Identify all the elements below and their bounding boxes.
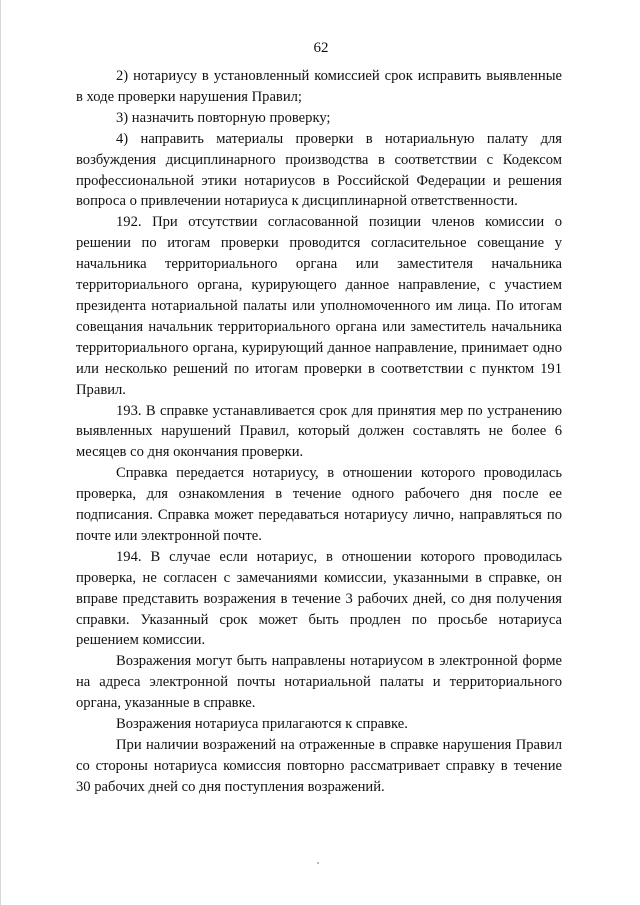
paragraph-194: 194. В случае если нотариус, в отношении которого проводилась проверка, не согласен с замечаниями комиссии, указанными в справке, он вправе представить возражения в течение 3 рабочих дней, со дня получения справки. Указанный срок может быть продлен по просьбе нотариуса решением комиссии. <box>76 548 562 649</box>
paragraph-194-review: При наличии возражений на отраженные в справке нарушения Правил со стороны нотариуса комиссия повторно рассматривает справку в течение 30 рабочих дней со дня поступления возражений. <box>76 737 562 795</box>
scan-speck <box>317 862 319 864</box>
document-body <box>76 66 562 798</box>
page-number: 62 <box>313 40 329 56</box>
paragraph-item-3: 3) назначить повторную проверку; <box>116 109 331 126</box>
paragraph-item-2: 2) нотариусу в установленный комиссией срок исправить выявленные в ходе проверки нарушения Правил; <box>76 68 562 105</box>
paragraph-194-attached: Возражения нотариуса прилагаются к справке. <box>116 716 408 733</box>
paragraph-item-4: 4) направить материалы проверки в нотариальную палату для возбуждения дисциплинарного производства в соответствии с Кодексом профессиональной этики нотариусов в Российской Федерации и решения вопроса о привлечении нотариуса к дисциплинарной ответственности. <box>76 130 562 210</box>
paragraph-193: 193. В справке устанавливается срок для принятия мер по устранению выявленных нарушений Правил, который должен составлять не более 6 месяцев со дня окончания проверки. <box>76 402 562 461</box>
paragraph-193-delivery: Справка передается нотариусу, в отношении которого проводилась проверка, для ознакомления в течение одного рабочего дня после ее подписания. Справка может передаваться нотариусу лично, направляться по почте или электронной почте. <box>76 465 562 544</box>
paragraph-192: 192. При отсутствии согласованной позиции членов комиссии о решении по итогам проверки проводится согласительное совещание у начальника территориального органа или заместителя начальника территориального органа, курирующего данное направление, с участием президента нотариальной палаты или уполномоченного им лица. По итогам совещания начальник территориального органа или заместитель начальника территориального органа, курирующий данное направление, принимает одно или несколько решений по итогам проверки в соответствии с пунктом 191 Правил. <box>76 214 562 398</box>
paragraph-194-electronic: Возражения могут быть направлены нотариусом в электронной форме на адреса электронной почты нотариальной палаты и территориального органа, указанные в справке. <box>76 653 562 712</box>
